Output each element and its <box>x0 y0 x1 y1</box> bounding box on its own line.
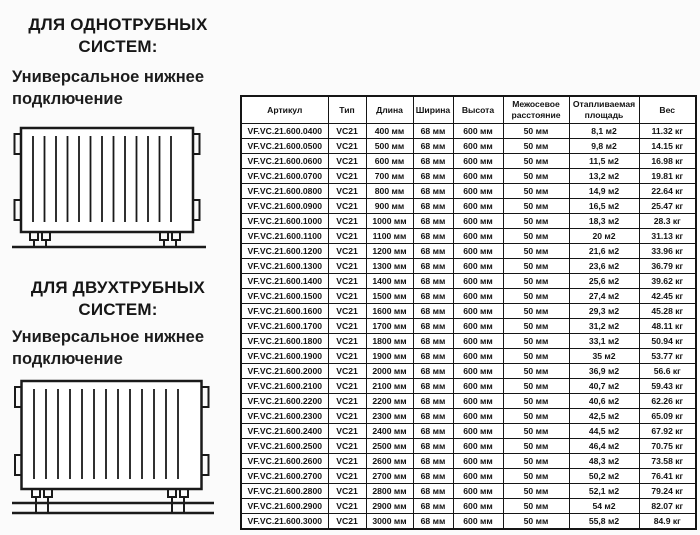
table-cell: 68 мм <box>413 364 453 379</box>
table-cell: VC21 <box>328 199 366 214</box>
table-cell: VC21 <box>328 349 366 364</box>
table-cell: 29,3 м2 <box>569 304 639 319</box>
table-cell: VC21 <box>328 169 366 184</box>
table-cell: 600 мм <box>453 274 503 289</box>
table-cell: 68 мм <box>413 379 453 394</box>
table-cell: VF.VC.21.600.2400 <box>241 424 328 439</box>
table-cell: 36,9 м2 <box>569 364 639 379</box>
table-cell: 68 мм <box>413 244 453 259</box>
table-cell: 50 мм <box>503 364 569 379</box>
table-cell: 50 мм <box>503 514 569 530</box>
table-cell: 52,1 м2 <box>569 484 639 499</box>
table-cell: 600 мм <box>453 439 503 454</box>
table-cell: 48,3 м2 <box>569 454 639 469</box>
table-cell: 900 мм <box>366 199 413 214</box>
table-cell: 2400 мм <box>366 424 413 439</box>
table-cell: 50 мм <box>503 214 569 229</box>
table-row <box>241 289 696 304</box>
table-cell: 600 мм <box>453 349 503 364</box>
table-cell: 400 мм <box>366 124 413 139</box>
table-cell: 600 мм <box>453 154 503 169</box>
table-cell: VC21 <box>328 274 366 289</box>
table-cell: 8,1 м2 <box>569 124 639 139</box>
table-cell: 600 мм <box>453 304 503 319</box>
two-pipe-subheading: Универсальное нижнее подключение <box>12 328 205 368</box>
table-cell: 68 мм <box>413 319 453 334</box>
table-cell: VC21 <box>328 289 366 304</box>
table-cell: 56.6 кг <box>639 364 696 379</box>
table-cell: 68 мм <box>413 214 453 229</box>
spec-table-body <box>241 124 696 530</box>
table-row <box>241 379 696 394</box>
table-cell: VF.VC.21.600.2600 <box>241 454 328 469</box>
table-cell: 68 мм <box>413 499 453 514</box>
table-cell: 39.62 кг <box>639 274 696 289</box>
table-cell: 33,1 м2 <box>569 334 639 349</box>
table-cell: VF.VC.21.600.1600 <box>241 304 328 319</box>
table-cell: 50 мм <box>503 154 569 169</box>
table-cell: 68 мм <box>413 454 453 469</box>
table-cell: VF.VC.21.600.0500 <box>241 139 328 154</box>
table-cell: VF.VC.21.600.2200 <box>241 394 328 409</box>
table-cell: VF.VC.21.600.2000 <box>241 364 328 379</box>
two-pipe-heading: ДЛЯ ДВУХТРУБНЫХ СИСТЕМ: <box>30 278 206 319</box>
table-cell: 600 мм <box>453 334 503 349</box>
table-row <box>241 484 696 499</box>
table-row <box>241 229 696 244</box>
table-row <box>241 259 696 274</box>
table-cell: 55,8 м2 <box>569 514 639 530</box>
table-cell: 68 мм <box>413 289 453 304</box>
table-header-cell: Отапливаемая площадь <box>569 96 639 124</box>
table-header-cell: Межосевое расстояние <box>503 96 569 124</box>
table-cell: 600 мм <box>453 229 503 244</box>
table-cell: 79.24 кг <box>639 484 696 499</box>
table-cell: VF.VC.21.600.0900 <box>241 199 328 214</box>
table-cell: 50,2 м2 <box>569 469 639 484</box>
table-cell: 59.43 кг <box>639 379 696 394</box>
table-cell: VC21 <box>328 259 366 274</box>
table-cell: 54 м2 <box>569 499 639 514</box>
table-cell: VF.VC.21.600.2800 <box>241 484 328 499</box>
table-row <box>241 214 696 229</box>
table-cell: 11.32 кг <box>639 124 696 139</box>
table-cell: 16,5 м2 <box>569 199 639 214</box>
table-cell: 600 мм <box>453 139 503 154</box>
table-row <box>241 154 696 169</box>
table-cell: 50 мм <box>503 139 569 154</box>
table-row <box>241 349 696 364</box>
table-cell: 2100 мм <box>366 379 413 394</box>
table-cell: 68 мм <box>413 139 453 154</box>
table-cell: 600 мм <box>453 124 503 139</box>
table-cell: 68 мм <box>413 349 453 364</box>
table-cell: 68 мм <box>413 169 453 184</box>
table-cell: VC21 <box>328 334 366 349</box>
table-cell: 600 мм <box>453 409 503 424</box>
table-cell: 23,6 м2 <box>569 259 639 274</box>
table-row <box>241 424 696 439</box>
table-cell: VF.VC.21.600.1500 <box>241 289 328 304</box>
table-cell: 53.77 кг <box>639 349 696 364</box>
table-cell: 50 мм <box>503 184 569 199</box>
table-cell: VF.VC.21.600.1100 <box>241 229 328 244</box>
table-cell: 2300 мм <box>366 409 413 424</box>
radiator-diagram-two-pipe <box>8 374 222 522</box>
table-cell: VC21 <box>328 394 366 409</box>
table-cell: VF.VC.21.600.0600 <box>241 154 328 169</box>
table-cell: VF.VC.21.600.1900 <box>241 349 328 364</box>
table-cell: 600 мм <box>453 184 503 199</box>
single-pipe-section <box>10 14 226 58</box>
table-cell: 1600 мм <box>366 304 413 319</box>
table-cell: 70.75 кг <box>639 439 696 454</box>
table-cell: VF.VC.21.600.3000 <box>241 514 328 530</box>
table-header-cell: Ширина <box>413 96 453 124</box>
table-cell: 3000 мм <box>366 514 413 530</box>
two-pipe-subsection <box>12 327 228 371</box>
table-row <box>241 169 696 184</box>
table-cell: 50 мм <box>503 439 569 454</box>
table-cell: VF.VC.21.600.2300 <box>241 409 328 424</box>
table-cell: 68 мм <box>413 409 453 424</box>
table-cell: 2200 мм <box>366 394 413 409</box>
table-cell: 50 мм <box>503 454 569 469</box>
table-cell: VC21 <box>328 304 366 319</box>
table-cell: 50 мм <box>503 349 569 364</box>
table-cell: 50 мм <box>503 169 569 184</box>
table-row <box>241 409 696 424</box>
table-row <box>241 199 696 214</box>
table-cell: 1900 мм <box>366 349 413 364</box>
table-cell: 28.3 кг <box>639 214 696 229</box>
table-cell: VF.VC.21.600.1800 <box>241 334 328 349</box>
table-cell: 68 мм <box>413 304 453 319</box>
table-cell: 50 мм <box>503 469 569 484</box>
table-cell: 1500 мм <box>366 289 413 304</box>
table-cell: 50 мм <box>503 199 569 214</box>
table-row <box>241 304 696 319</box>
table-cell: 50 мм <box>503 304 569 319</box>
table-cell: 68 мм <box>413 229 453 244</box>
table-cell: VC21 <box>328 469 366 484</box>
table-cell: VC21 <box>328 319 366 334</box>
table-cell: 600 мм <box>453 244 503 259</box>
table-cell: 45.28 кг <box>639 304 696 319</box>
table-cell: 68 мм <box>413 469 453 484</box>
table-cell: VC21 <box>328 484 366 499</box>
table-header-cell: Высота <box>453 96 503 124</box>
table-cell: 35 м2 <box>569 349 639 364</box>
table-cell: 65.09 кг <box>639 409 696 424</box>
table-cell: VF.VC.21.600.0700 <box>241 169 328 184</box>
table-cell: 16.98 кг <box>639 154 696 169</box>
table-cell: 500 мм <box>366 139 413 154</box>
single-pipe-heading: ДЛЯ ОДНОТРУБНЫХ СИСТЕМ: <box>28 15 208 56</box>
table-cell: 600 мм <box>453 259 503 274</box>
table-cell: 600 мм <box>453 499 503 514</box>
table-cell: VC21 <box>328 154 366 169</box>
table-row <box>241 184 696 199</box>
table-cell: 68 мм <box>413 514 453 530</box>
table-cell: 2000 мм <box>366 364 413 379</box>
table-row <box>241 364 696 379</box>
table-cell: 18,3 м2 <box>569 214 639 229</box>
table-cell: 21,6 м2 <box>569 244 639 259</box>
table-cell: VC21 <box>328 364 366 379</box>
table-cell: 68 мм <box>413 274 453 289</box>
table-cell: VF.VC.21.600.1400 <box>241 274 328 289</box>
table-cell: 600 мм <box>453 289 503 304</box>
table-cell: VC21 <box>328 184 366 199</box>
table-cell: 1100 мм <box>366 229 413 244</box>
table-cell: 40,7 м2 <box>569 379 639 394</box>
table-cell: 40,6 м2 <box>569 394 639 409</box>
radiator-feet <box>32 489 188 513</box>
table-cell: 2700 мм <box>366 469 413 484</box>
table-cell: 11,5 м2 <box>569 154 639 169</box>
table-cell: VC21 <box>328 424 366 439</box>
table-cell: 600 мм <box>453 514 503 530</box>
table-cell: 46,4 м2 <box>569 439 639 454</box>
table-cell: VF.VC.21.600.0400 <box>241 124 328 139</box>
table-cell: 600 мм <box>453 454 503 469</box>
table-cell: 25,6 м2 <box>569 274 639 289</box>
table-header-cell: Вес <box>639 96 696 124</box>
table-cell: VC21 <box>328 379 366 394</box>
table-cell: 31.13 кг <box>639 229 696 244</box>
table-cell: 50 мм <box>503 379 569 394</box>
table-cell: 1200 мм <box>366 244 413 259</box>
table-row <box>241 274 696 289</box>
table-cell: VF.VC.21.600.2700 <box>241 469 328 484</box>
table-cell: 68 мм <box>413 424 453 439</box>
table-cell: 25.47 кг <box>639 199 696 214</box>
table-cell: 68 мм <box>413 259 453 274</box>
table-cell: 14,9 м2 <box>569 184 639 199</box>
table-cell: 1400 мм <box>366 274 413 289</box>
table-cell: 44,5 м2 <box>569 424 639 439</box>
table-cell: 50 мм <box>503 124 569 139</box>
table-cell: VF.VC.21.600.2500 <box>241 439 328 454</box>
table-cell: 33.96 кг <box>639 244 696 259</box>
table-cell: 600 мм <box>453 169 503 184</box>
table-cell: VC21 <box>328 409 366 424</box>
table-cell: 68 мм <box>413 394 453 409</box>
table-cell: VC21 <box>328 439 366 454</box>
table-cell: 600 мм <box>453 364 503 379</box>
table-cell: 67.92 кг <box>639 424 696 439</box>
table-cell: 1300 мм <box>366 259 413 274</box>
table-cell: 1800 мм <box>366 334 413 349</box>
table-cell: 14.15 кг <box>639 139 696 154</box>
table-cell: 68 мм <box>413 124 453 139</box>
table-cell: 600 мм <box>453 394 503 409</box>
table-cell: VC21 <box>328 229 366 244</box>
table-cell: 68 мм <box>413 154 453 169</box>
table-cell: 600 мм <box>453 379 503 394</box>
table-cell: 68 мм <box>413 184 453 199</box>
table-row <box>241 454 696 469</box>
table-cell: 50 мм <box>503 259 569 274</box>
table-row <box>241 244 696 259</box>
table-cell: 68 мм <box>413 334 453 349</box>
table-cell: 50 мм <box>503 274 569 289</box>
table-cell: 600 мм <box>453 214 503 229</box>
table-row <box>241 514 696 530</box>
table-cell: 50 мм <box>503 484 569 499</box>
table-header-cell: Тип <box>328 96 366 124</box>
table-cell: 42.45 кг <box>639 289 696 304</box>
table-cell: 1700 мм <box>366 319 413 334</box>
table-cell: 600 мм <box>453 424 503 439</box>
table-cell: 50 мм <box>503 319 569 334</box>
table-cell: VC21 <box>328 214 366 229</box>
table-cell: 2600 мм <box>366 454 413 469</box>
table-row <box>241 139 696 154</box>
table-cell: VF.VC.21.600.1700 <box>241 319 328 334</box>
table-cell: 9,8 м2 <box>569 139 639 154</box>
table-cell: 1000 мм <box>366 214 413 229</box>
table-cell: 50 мм <box>503 394 569 409</box>
table-cell: 73.58 кг <box>639 454 696 469</box>
table-cell: VC21 <box>328 454 366 469</box>
table-cell: 68 мм <box>413 439 453 454</box>
table-cell: 42,5 м2 <box>569 409 639 424</box>
radiator-diagram-single-pipe <box>8 124 218 252</box>
table-cell: 600 мм <box>453 469 503 484</box>
radiator-feet <box>30 232 180 246</box>
table-cell: 600 мм <box>453 319 503 334</box>
table-row <box>241 439 696 454</box>
table-cell: VC21 <box>328 139 366 154</box>
table-cell: 50 мм <box>503 499 569 514</box>
table-cell: VC21 <box>328 499 366 514</box>
table-cell: 50 мм <box>503 244 569 259</box>
table-header-cell: Артикул <box>241 96 328 124</box>
table-cell: 68 мм <box>413 199 453 214</box>
table-cell: 36.79 кг <box>639 259 696 274</box>
table-cell: 50 мм <box>503 424 569 439</box>
table-header-cell: Длина <box>366 96 413 124</box>
table-cell: 68 мм <box>413 484 453 499</box>
table-cell: 50 мм <box>503 289 569 304</box>
table-cell: 22.64 кг <box>639 184 696 199</box>
table-cell: 19.81 кг <box>639 169 696 184</box>
table-row <box>241 124 696 139</box>
table-cell: 800 мм <box>366 184 413 199</box>
table-cell: 2900 мм <box>366 499 413 514</box>
two-pipe-section <box>10 277 226 321</box>
table-cell: 50 мм <box>503 409 569 424</box>
table-cell: VF.VC.21.600.2900 <box>241 499 328 514</box>
spec-table <box>240 95 697 530</box>
table-cell: VF.VC.21.600.1200 <box>241 244 328 259</box>
table-cell: 600 мм <box>366 154 413 169</box>
table-cell: 2500 мм <box>366 439 413 454</box>
table-cell: 31,2 м2 <box>569 319 639 334</box>
table-cell: VF.VC.21.600.0800 <box>241 184 328 199</box>
table-cell: VF.VC.21.600.2100 <box>241 379 328 394</box>
spec-table-wrap <box>240 95 695 526</box>
table-cell: VC21 <box>328 244 366 259</box>
table-cell: 82.07 кг <box>639 499 696 514</box>
table-cell: 27,4 м2 <box>569 289 639 304</box>
table-row <box>241 319 696 334</box>
table-cell: VF.VC.21.600.1000 <box>241 214 328 229</box>
table-row <box>241 469 696 484</box>
single-pipe-subsection <box>12 67 228 111</box>
table-row <box>241 334 696 349</box>
table-cell: 50.94 кг <box>639 334 696 349</box>
single-pipe-subheading: Универсальное нижнее подключение <box>12 68 205 108</box>
table-cell: 2800 мм <box>366 484 413 499</box>
table-cell: VF.VC.21.600.1300 <box>241 259 328 274</box>
table-row <box>241 499 696 514</box>
table-cell: 50 мм <box>503 334 569 349</box>
table-cell: 600 мм <box>453 484 503 499</box>
table-cell: 700 мм <box>366 169 413 184</box>
table-cell: 50 мм <box>503 229 569 244</box>
table-cell: VC21 <box>328 124 366 139</box>
table-row <box>241 394 696 409</box>
table-header-row <box>241 96 696 124</box>
table-cell: 600 мм <box>453 199 503 214</box>
table-cell: VC21 <box>328 514 366 530</box>
table-cell: 20 м2 <box>569 229 639 244</box>
table-cell: 84.9 кг <box>639 514 696 530</box>
table-cell: 76.41 кг <box>639 469 696 484</box>
table-cell: 13,2 м2 <box>569 169 639 184</box>
table-cell: 48.11 кг <box>639 319 696 334</box>
table-cell: 62.26 кг <box>639 394 696 409</box>
